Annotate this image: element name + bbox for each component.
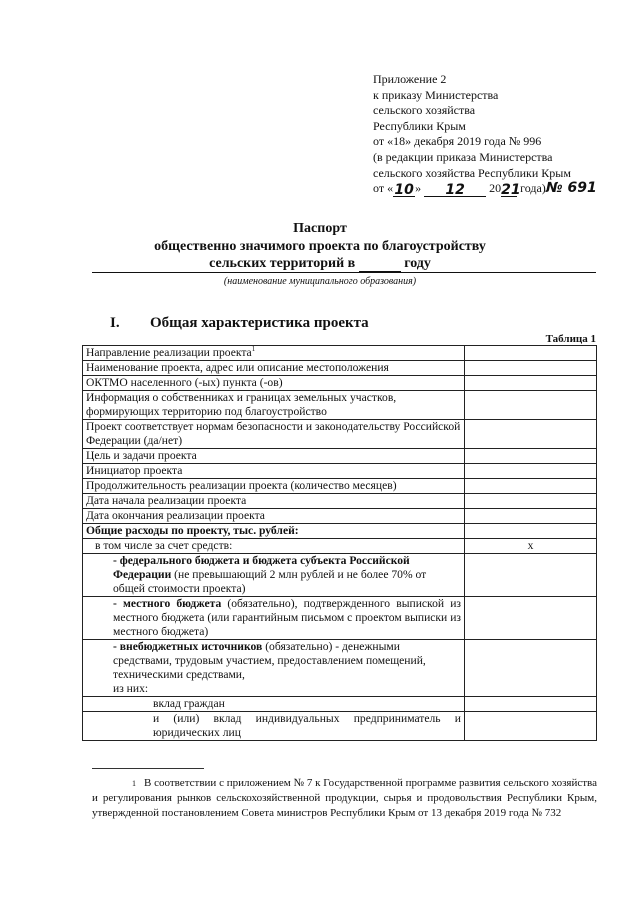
row-value — [465, 524, 597, 539]
row-value — [465, 597, 597, 640]
row-value — [465, 420, 597, 449]
table-label: Таблица 1 — [545, 333, 596, 345]
row-label: ОКТМО населенного (-ых) пункта (-ов) — [83, 376, 465, 391]
appendix-line: Приложение 2 — [373, 72, 447, 86]
appendix-block — [373, 72, 633, 197]
footnote-text: В соответствии с приложением № 7 к Государственной программе развития сельского хозяйства и регулирования рынков сельскохозяйственной продукции, сырья и продовольствия Республики Крым, утвержденной постановлением Совета министров Республики Крым от 13 декабря 2019 года № 732 — [92, 777, 597, 819]
table-row — [83, 420, 597, 449]
row-label: Цель и задачи проекта — [83, 449, 465, 464]
document-title: Паспорт — [293, 221, 347, 236]
title-underline — [92, 272, 596, 273]
document-title-line2: общественно значимого проекта по благоустройству — [154, 239, 486, 254]
footnote-separator — [92, 768, 204, 769]
row-label: Инициатор проекта — [83, 464, 465, 479]
row-value — [465, 361, 597, 376]
row-value — [465, 640, 597, 697]
row-value — [465, 494, 597, 509]
table-row — [83, 464, 597, 479]
row-value — [465, 376, 597, 391]
row-label: Наименование проекта, адрес или описание местоположения — [83, 361, 465, 376]
row-label: в том числе за счет средств: — [83, 539, 465, 554]
year-blank — [359, 258, 401, 272]
section-title: Общая характеристика проекта — [150, 315, 369, 331]
row-value — [465, 697, 597, 712]
table-row — [83, 697, 597, 712]
appendix-line: сельского хозяйства — [373, 103, 476, 118]
table-row — [83, 597, 597, 640]
handwritten-year: 21 — [501, 181, 521, 198]
row-value — [465, 554, 597, 597]
row-value — [465, 509, 597, 524]
project-table — [82, 345, 597, 741]
document-title-line3: сельских территорий в году — [209, 256, 431, 271]
table-row — [83, 640, 597, 697]
table-row — [83, 346, 597, 361]
appendix-line: сельского хозяйства Республики Крым — [373, 165, 571, 180]
handwritten-month: 12 — [424, 183, 486, 197]
appendix-line: (в редакции приказа Министерства — [373, 149, 553, 164]
row-value — [465, 464, 597, 479]
appendix-line: от «18» декабря 2019 года № 996 — [373, 134, 542, 149]
row-label: и (или) вклад индивидуальных предприниматель и юридических лиц — [83, 712, 465, 741]
row-label: - внебюджетных источников (обязательно) - денежными средствами, трудовым участием, предоставлением помещений, техническими средствами, из них: — [83, 640, 465, 697]
row-value — [465, 712, 597, 741]
row-label: Дата начала реализации проекта — [83, 494, 465, 509]
row-label: Дата окончания реализации проекта — [83, 509, 465, 524]
amendment-date-line: от «10» 12 2021 года)№ 691 — [373, 180, 597, 198]
section-number: I. — [110, 315, 120, 331]
footnote-ref: 1 — [251, 345, 256, 354]
footnote-mark: 1 — [132, 779, 136, 788]
row-label: - местного бюджета (обязательно), подтвержденного выпиской из местного бюджета (или гарантийным письмом с проектом выписки из местного бюджета) — [83, 597, 465, 640]
table-row — [83, 376, 597, 391]
municipality-caption: (наименование муниципального образования) — [223, 276, 417, 287]
table-row — [83, 554, 597, 597]
section-heading — [110, 315, 369, 332]
table-row — [83, 494, 597, 509]
row-value: х — [465, 539, 597, 554]
handwritten-day: 10 — [394, 181, 414, 198]
table-row — [83, 391, 597, 420]
row-label: Общие расходы по проекту, тыс. рублей: — [83, 524, 465, 539]
table-row — [83, 539, 597, 554]
table-row — [83, 361, 597, 376]
appendix-line: Республики Крым — [373, 118, 466, 133]
row-label: Направление реализации проекта$^1$ — [83, 346, 465, 361]
row-label: вклад граждан — [83, 697, 465, 712]
row-value — [465, 346, 597, 361]
row-label: Продолжительность реализации проекта (количество месяцев) — [83, 479, 465, 494]
table-row — [83, 712, 597, 741]
row-value — [465, 479, 597, 494]
row-value — [465, 391, 597, 420]
table-row — [83, 524, 597, 539]
handwritten-order-number: № 691 — [545, 180, 597, 197]
row-label: Информация о собственниках и границах земельных участков, формирующих территорию под благоустройство — [83, 391, 465, 420]
row-label: - федерального бюджета и бюджета субъекта Российской Федерации (не превышающий 2 млн рублей и не более 70% от общей стоимости проекта) — [83, 554, 465, 597]
row-value — [465, 449, 597, 464]
table-row — [83, 509, 597, 524]
table-row — [83, 449, 597, 464]
appendix-line: к приказу Министерства — [373, 87, 499, 102]
table-row — [83, 479, 597, 494]
row-label: Проект соответствует нормам безопасности и законодательству Российской Федерации (да/нет) — [83, 420, 465, 449]
footnote — [92, 776, 597, 821]
